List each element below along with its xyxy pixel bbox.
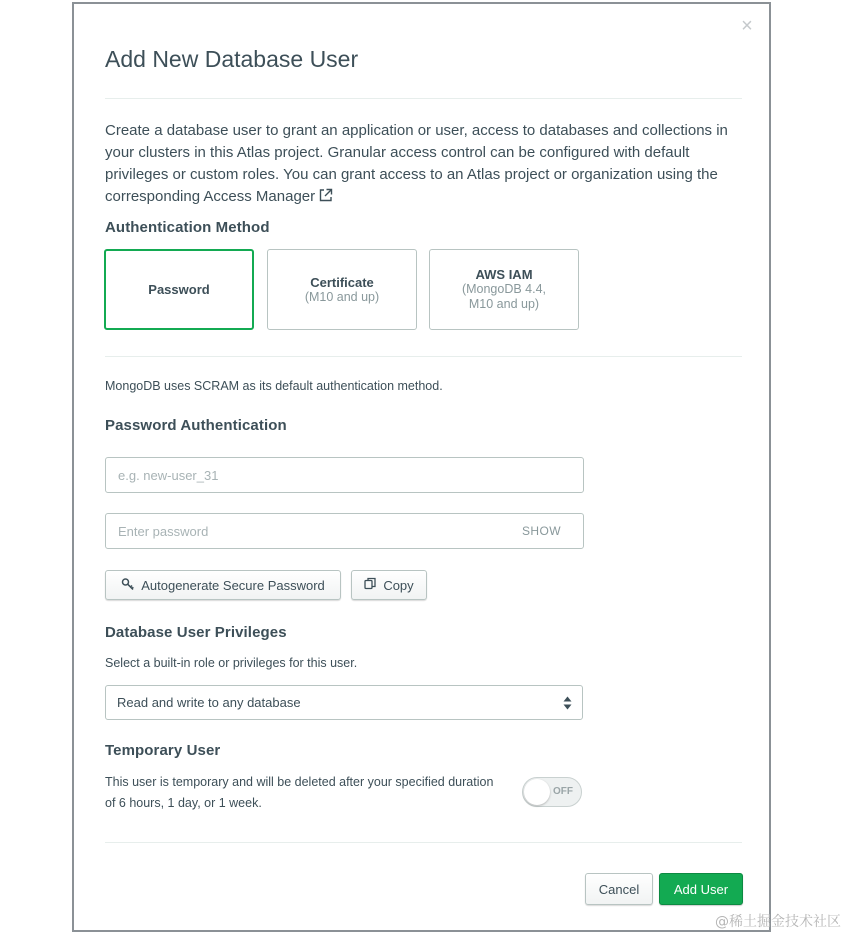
password-auth-heading: Password Authentication xyxy=(105,417,287,434)
privileges-heading: Database User Privileges xyxy=(105,624,287,641)
intro-paragraph: Create a database user to grant an application or user, access to databases and collections in your clusters in this Atlas project. Granular access control can be configured with default privileges or custom roles. You can grant access to an Atlas project or organization using the corresponding Access Manager xyxy=(105,122,728,205)
auth-option-subtitle: (M10 and up) xyxy=(304,289,380,304)
auth-option-password[interactable] xyxy=(104,249,254,330)
modal-title: Add New Database User xyxy=(105,46,359,72)
password-input[interactable] xyxy=(105,513,584,549)
watermark: @稀土掘金技术社区 xyxy=(715,914,841,930)
auth-option-title: Password xyxy=(148,282,210,297)
auth-option-title: Certificate xyxy=(310,274,374,290)
toggle-state-label: OFF xyxy=(553,786,573,797)
auth-option-subtitle: (MongoDB 4.4, M10 and up) xyxy=(461,282,547,311)
role-select[interactable] xyxy=(105,685,583,720)
intro-text xyxy=(105,120,745,210)
autogenerate-label: Autogenerate Secure Password xyxy=(141,577,325,593)
auth-method-heading: Authentication Method xyxy=(105,219,270,236)
privileges-description: Select a built-in role or privileges for this user. xyxy=(105,656,358,670)
copy-button[interactable] xyxy=(351,570,427,600)
toggle-knob xyxy=(524,779,550,805)
temporary-user-toggle[interactable] xyxy=(522,777,582,807)
add-user-button[interactable]: Add User xyxy=(659,873,743,905)
role-select-value: Read and write to any database xyxy=(117,695,301,710)
close-icon[interactable]: × xyxy=(741,15,753,37)
username-input[interactable] xyxy=(105,457,584,493)
auth-option-title: AWS IAM xyxy=(475,267,533,282)
show-password-button[interactable]: SHOW xyxy=(522,524,561,538)
external-link-icon[interactable] xyxy=(318,188,333,210)
add-user-modal xyxy=(72,2,771,932)
temporary-user-description: This user is temporary and will be deleted after your specified duration of 6 hours, 1 day, or 1 week. xyxy=(105,775,494,810)
copy-label: Copy xyxy=(383,577,414,593)
auth-option-aws-iam[interactable] xyxy=(429,249,579,330)
title-divider xyxy=(105,98,742,99)
footer-divider xyxy=(105,842,742,843)
auth-option-certificate[interactable] xyxy=(267,249,417,330)
scram-note: MongoDB uses SCRAM as its default authentication method. xyxy=(105,379,443,393)
autogenerate-password-button[interactable] xyxy=(105,570,341,600)
cancel-button[interactable]: Cancel xyxy=(585,873,653,905)
copy-icon xyxy=(364,577,377,593)
sort-arrows-icon xyxy=(563,696,572,713)
auth-divider xyxy=(105,356,742,357)
temporary-user-heading: Temporary User xyxy=(105,742,221,759)
key-icon xyxy=(121,577,135,594)
